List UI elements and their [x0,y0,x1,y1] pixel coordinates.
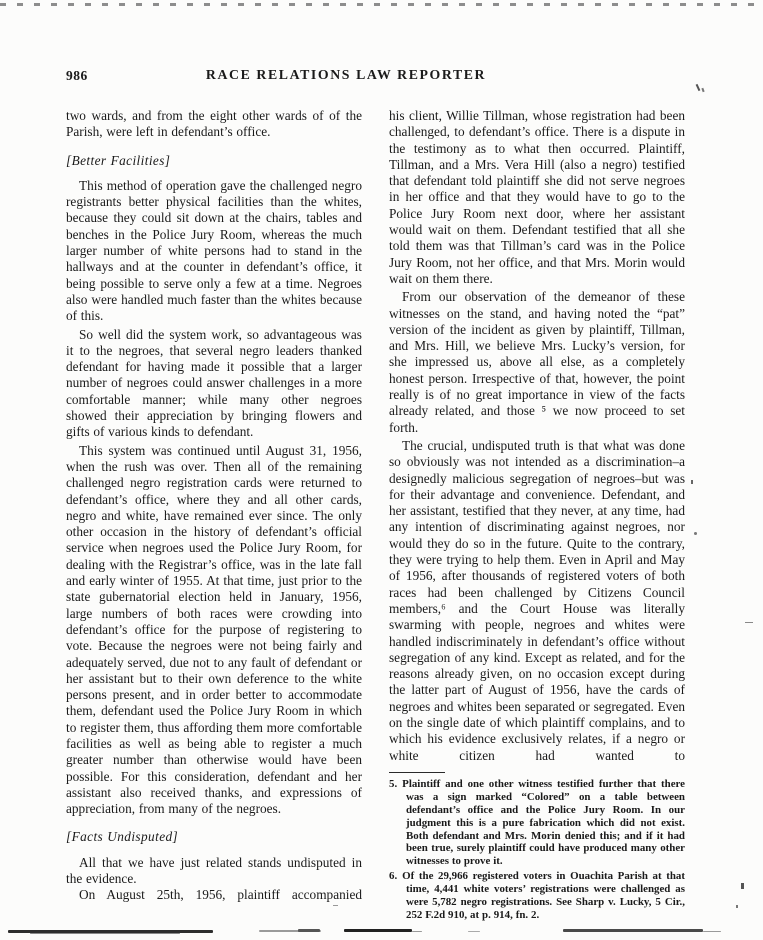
right-column [389,108,685,924]
paragraph-his-client: his client, Willie Tillman, whose registration had been challenged, to defendant’s office. There is a dispute in the testimony as to what then occurred. Plaintiff, Tillman, and a Mrs. Vera Hill (also a negro) testified that defendant told plaintiff she did not serve negroes in her office and that they would have to go to the Police Jury Room next door, where her assistant would wait on them. Defendant testified that all she told them was that Tillman’s card was in the Police Jury Room, not her office, and that Mrs. Morin would wait on them there. [389,108,685,286]
footnote-5 [389,778,685,868]
footnote-5-number: 5. [389,777,398,790]
paragraph-crucial: The crucial, undisputed truth is that what was done so obviously was not intended as a discrimination–a designedly malicious segregation of negroes–but was for their advantage and convenience. Defendant, and her assistant, testified that they never, at any time, had any intention of discriminating against negroes, nor would they do so in the future. Quite to the contrary, they were trying to help them. Even in April and May of 1956, after thousands of registered voters of both races had been challenged by Citizens Council members,⁶ and the Court House was literally swarming with people, negroes and whites were handled indiscriminately in defendant’s office without segregation of any kind. Except as related, and for the reasons already given, on no occasion except during the latter part of August of 1956, have the cards of negroes and whites been separated or segregated. Even on the single date of which plaintiff complains, and to which his evidence exclusively relates, if a negro or white citizen had wanted to [389,437,685,763]
paragraph-so-well: So well did the system work, so advantageous was it to the negroes, that several negro leaders thanked defendant for having made it possible that a larger number of negroes could answer challenges in a more comfortable manner; while many other negroes showed their appreciation by bringing flowers and gifts of various kinds to defendant. [66,326,362,440]
running-title: RACE RELATIONS LAW REPORTER [205,67,487,82]
scan-speck [701,88,704,92]
scan-speck [691,480,693,484]
scan-speck [696,84,701,91]
scan-edge-streak [30,933,180,934]
scan-speck [741,883,744,889]
scan-edge-dashed-border [0,3,763,6]
page-header [66,67,686,87]
section-heading-better-facilities: [Better Facilities] [66,152,171,168]
paragraph-method: This method of operation gave the challenged negro registrants better physical facilities than the whites, because they could sit down at the chairs, tables and benches in the Police Jury Room, whereas the much larger number of white persons had to stand in the hallways and at the counter in defendant’s office, it being possible to serve only a few at a time. Negroes also were handled much faster than the whites because of this. [66,177,362,324]
footnotes-block [389,778,685,922]
scan-edge-streak [412,931,422,932]
paragraph-continuation: two wards, and from the eight other wards of of the Parish, were left in defendant’s office. [66,108,362,140]
footnote-6 [389,870,685,922]
scan-speck [333,905,338,906]
footnote-6-number: 6. [389,870,398,883]
scan-speck [694,532,697,535]
paragraph-observation: From our observation of the demeanor of these witnesses on the stand, and having noted the “pat” version of the incident as given by plaintiff, Tillman, and Mrs. Hill, we believe Mrs. Lucky’s version, for she impressed us, above all else, as a completely honest person. Irrespective of that, however, the point really is of no great importance in view of the facts already related, and those ⁵ we now proceed to set forth. [389,289,685,435]
footnote-5-text: Plaintiff and one other witness testified further that there was a sign marked “Colored” on a table between defendant’s office and the Police Jury Room. In our judgment this is a pure fabrication which did not exist. Both defendant and Mrs. Morin denied this; and if it had been true, surely plaintiff could have produced many other witnesses to prove it. [402,777,685,868]
scan-edge-streak [563,929,703,932]
scan-edge-streak [298,929,320,932]
scan-edge-streak [468,931,480,932]
paragraph-all-related: All that we have just related stands undisputed in the evidence. [66,854,362,887]
paragraph-on-august: On August 25th, 1956, plaintiff accompanied [79,887,362,903]
left-column [66,108,362,904]
paragraph-system-continued: This system was continued until August 31, 1956, when the rush was over. Then all of the remaining challenged negro registration cards were returned to defendant’s office, where they and all other cards, negro and white, have remained ever since. The only other occasion in the history of defendant’s official service when negroes used the Police Jury Room, for dealing with the Registrar’s office, was in the late fall and early winter of 1955. At that time, just prior to the state gubernatorial election held in January, 1956, large numbers of both races were crowding into defendant’s office for the purpose of registering to vote. Because the negroes were not being fairly and adequately served, due not to any fault of defendant or her assistant but to their own deference to the white persons present, and in order better to accommodate them, defendant used the Police Jury Room in which to register them, thus affording them more comfortable facilities as well as being able to register a much greater number than otherwise would have been possible. For this consideration, defendant and her assistant also received thanks, and expressions of appreciation, from many of the negroes. [66,442,362,817]
page-number: 986 [66,68,88,83]
scan-speck [745,622,753,623]
scan-edge-streak [344,929,412,932]
scan-speck [736,905,738,908]
section-heading-facts-undisputed: [Facts Undisputed] [66,829,179,845]
footnote-separator-rule [389,772,445,773]
scan-edge-streak [703,931,721,932]
footnote-6-text: Of the 29,966 registered voters in Ouachita Parish at that time, 4,441 white voters’ registrations were challenged as were 5,782 negro registrations. See Sharp v. Lucky, 5 Cir., 252 F.2d 910, at p. 914, fn. 2. [402,870,685,921]
